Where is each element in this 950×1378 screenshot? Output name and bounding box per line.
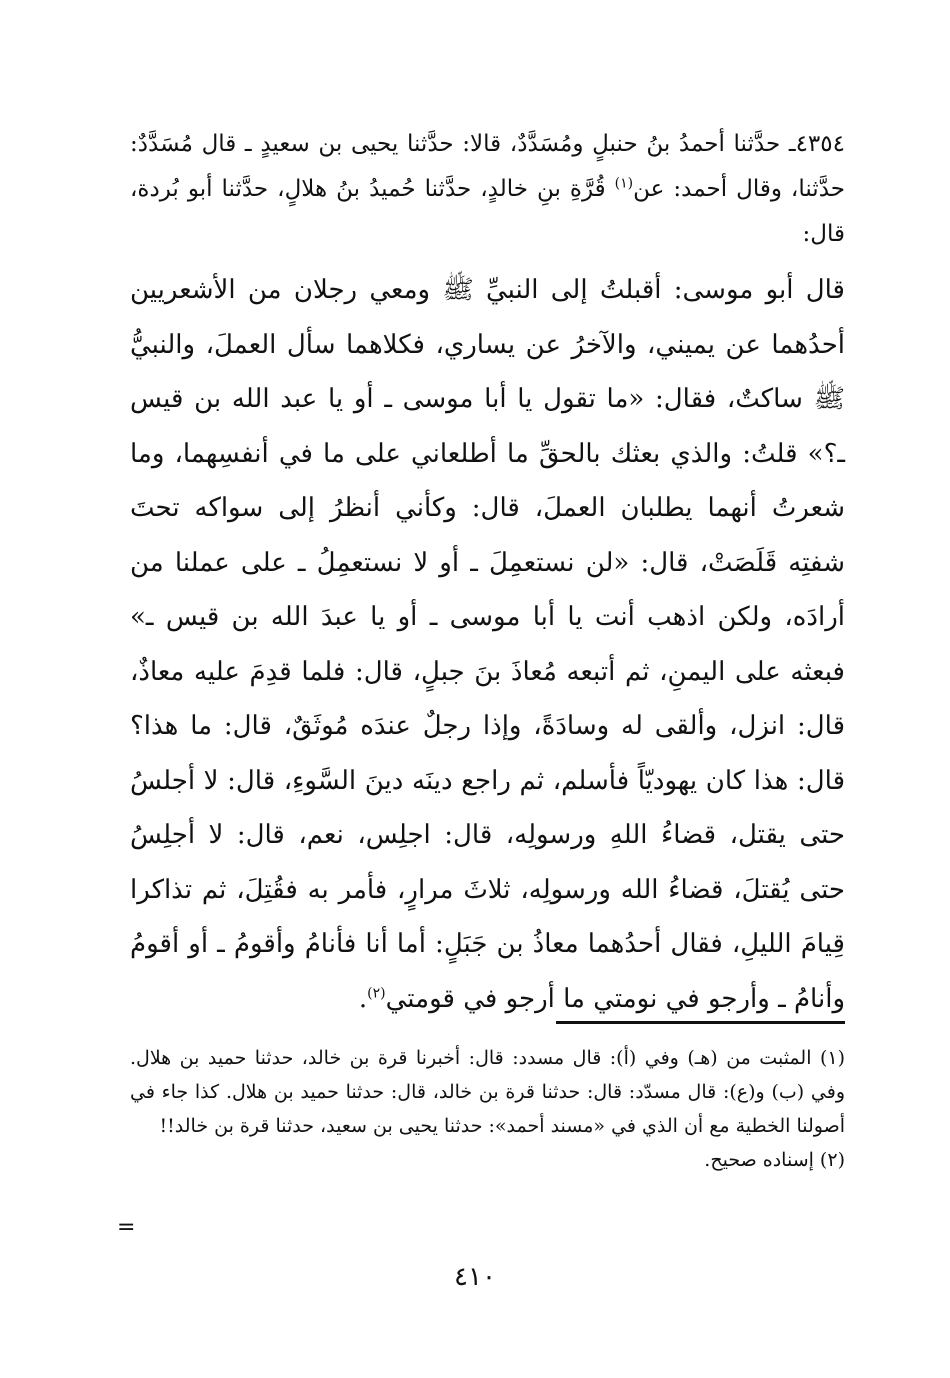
matn-text: قال أبو موسى: أقبلتُ إلى النبيِّ ﷺ ومعي رجلان من الأشعريين أحدُهما عن يميني، والآخرُ عن يساري، فكلاهما سأل العملَ، والنبيُّ ﷺ ساكتٌ، فقال: «ما تقول يا أبا موسى ـ أو يا عبد الله بن قيس ـ؟» قلتُ: والذي بعثك بالحقِّ ما أطلعاني على ما في أنفسِهما، وما شعرتُ أنهما يطلبان العملَ، قال: وكأني أنظرُ إلى سواكه تحتَ شفتِه قَلَصَتْ، قال: «لن نستعمِلَ ـ أو لا نستعمِلُ ـ على عملنا من أرادَه، ولكن اذهب أنت يا أبا موسى ـ أو يا عبدَ الله بن قيس ـ» فبعثه على اليمنِ، ثم أتبعه مُعاذَ بنَ جبلٍ، قال: فلما قدِمَ عليه معاذٌ، قال: انزل، وألقى له وسادَةً، وإذا رجلٌ عندَه مُوثَقٌ، قال: ما هذا؟ قال: هذا كان يهوديّاً فأسلم، ثم راجع دينَه دينَ السَّوءِ، قال: لا أجلسُ حتى يقتل، قضاءُ اللهِ ورسولِه، قال: اجلِس، نعم، قال: لا أجلِسُ حتى يُقتلَ، قضاءُ الله ورسولِه، ثلاثَ مرارٍ، فأمر به فقُتِلَ، ثم تذاكرا قِيامَ الليلِ، فقال أحدُهما معاذُ بن جَبَلٍ: أما أنا فأنامُ وأقومُ ـ أو أقومُ وأنامُ ـ وأرجو في نومتي ما أرجو في قومتي <box>130 275 845 1014</box>
footnote-reference-1[interactable]: (١) <box>614 175 634 192</box>
footnote-divider <box>556 1021 845 1024</box>
continuation-mark: = <box>117 1215 136 1240</box>
page-number: ٤١٠ <box>454 1262 496 1292</box>
isnad-text-part2: قُرَّةِ بنِ خالدٍ، حدَّثنا حُميدُ بنُ هلالٍ، حدَّثنا أبو بُردة، قال: <box>130 176 845 247</box>
footnote-1: (١) المثبت من (هـ) وفي (أ): قال مسدد: قال: أخبرنا قرة بن خالد، حدثنا حميد بن هلال. وفي (ب) و(ع): قال مسدّد: قال: حدثنا قرة بن خالد، قال: حدثنا حميد بن هلال. كذا جاء في أصولنا الخطية مع أن الذي في «مسند أحمد»: حدثنا يحيى بن سعيد، حدثنا قرة بن خالد!! <box>130 1047 845 1137</box>
hadith-matn <box>130 263 845 1026</box>
matn-end-punctuation: . <box>358 983 368 1014</box>
footnote-2: (٢) إسناده صحيح. <box>704 1149 845 1171</box>
footnote-reference-2[interactable]: (٢) <box>367 984 386 1001</box>
footnotes-section <box>130 1041 845 1177</box>
hadith-isnad <box>130 122 845 257</box>
isnad-text-part1: ٤٣٥٤ـ حدَّثنا أحمدُ بنُ حنبلٍ ومُسَدَّدٌ، قالا: حدَّثنا يحيى بن سعيدٍ ـ قال مُسَدَّدٌ: حدَّثنا، وقال أحمد: عن <box>130 131 845 202</box>
